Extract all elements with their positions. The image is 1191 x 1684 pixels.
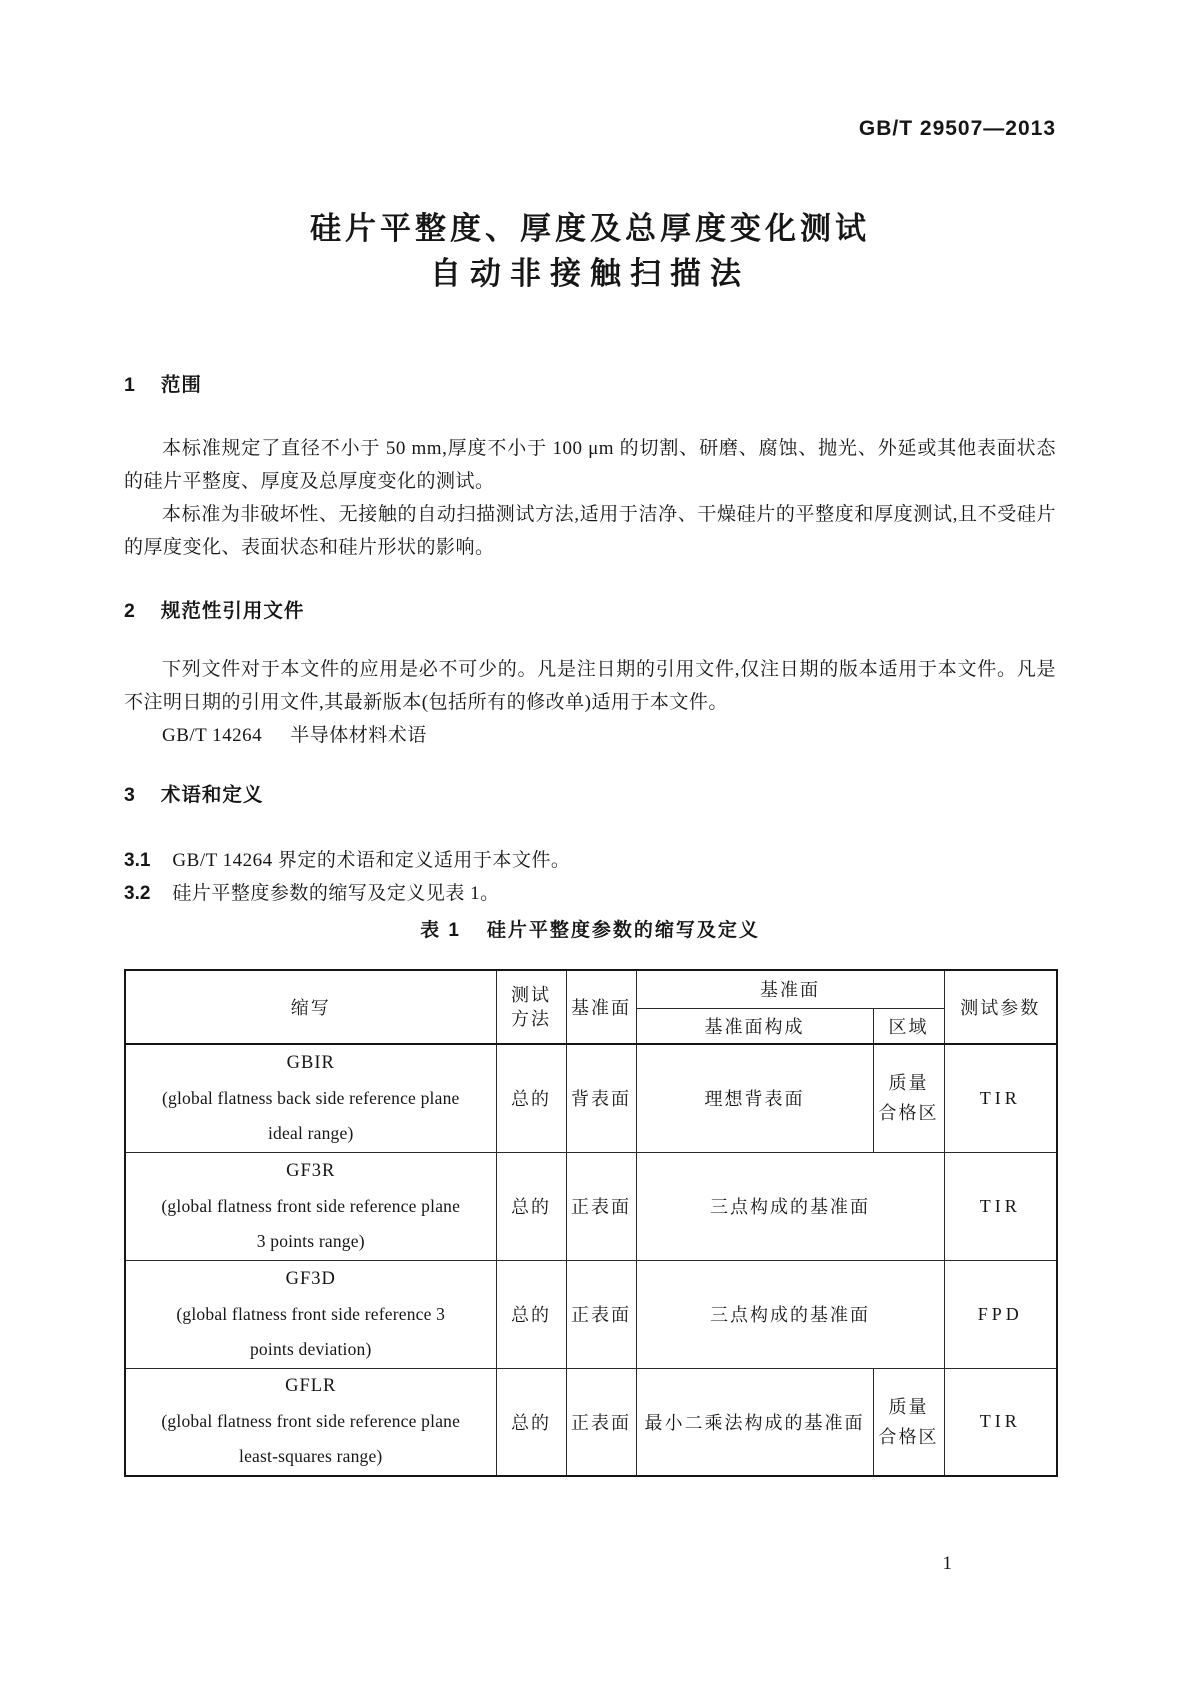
cell-abbreviation xyxy=(125,1044,496,1152)
abbreviation-description-line1: (global flatness back side reference plane xyxy=(162,1087,460,1108)
abbreviation-description-line1: (global flatness front side reference plane xyxy=(161,1411,461,1432)
clause-3-1-text: GB/T 14264 界定的术语和定义适用于本文件。 xyxy=(172,850,571,871)
abbreviation-description-line2: points deviation) xyxy=(249,1338,372,1359)
area-line1: 质量 xyxy=(888,1396,929,1417)
col-header-reference-plane: 基准面 xyxy=(566,970,636,1044)
cell-plane-composition: 理想背表面 xyxy=(636,1044,873,1152)
section-1-paragraph-1: 本标准规定了直径不小于 50 mm,厚度不小于 100 μm 的切割、研磨、腐蚀、抛光、外延或其他表面状态的硅片平整度、厚度及总厚度变化的测试。 xyxy=(124,438,1056,492)
normative-reference xyxy=(124,719,1056,752)
section-2-heading xyxy=(124,598,1056,624)
abbreviation-code: GF3D xyxy=(285,1268,336,1289)
cell-plane-composition-merged: 三点构成的基准面 xyxy=(636,1152,944,1260)
document-title xyxy=(124,206,1056,296)
section-1-title: 范围 xyxy=(160,374,202,396)
reference-title: 半导体材料术语 xyxy=(290,725,427,746)
section-1-heading xyxy=(124,372,1056,398)
cell-abbreviation xyxy=(125,1368,496,1476)
title-line-1: 硅片平整度、厚度及总厚度变化测试 xyxy=(310,211,870,246)
cell-abbreviation xyxy=(125,1152,496,1260)
abbreviation-description-line2: least-squares range) xyxy=(239,1446,383,1467)
section-1-number: 1 xyxy=(124,374,135,396)
section-2-title: 规范性引用文件 xyxy=(160,600,305,622)
abbreviation-description-line2: ideal range) xyxy=(268,1122,354,1143)
cell-test-method: 总的 xyxy=(496,1044,566,1152)
cell-plane-composition-merged: 三点构成的基准面 xyxy=(636,1260,944,1368)
section-2-number: 2 xyxy=(124,600,135,622)
table-1-caption-text: 硅片平整度参数的缩写及定义 xyxy=(486,920,760,941)
title-line-2: 自动非接触扫描法 xyxy=(430,256,750,291)
page-number: 1 xyxy=(942,1553,952,1574)
clause-3-2-text: 硅片平整度参数的缩写及定义见表 1。 xyxy=(172,883,500,904)
cell-test-parameter: TIR xyxy=(944,1152,1057,1260)
abbreviation-description-line1: (global flatness front side reference 3 xyxy=(176,1303,446,1324)
abbreviation-code: GF3R xyxy=(286,1160,336,1181)
table-1 xyxy=(124,969,1058,1477)
table-1-caption xyxy=(124,918,1056,944)
col-header-test-parameter: 测试参数 xyxy=(944,970,1057,1044)
table-1-header xyxy=(125,970,1057,1044)
section-1-paragraph-2: 本标准为非破坏性、无接触的自动扫描测试方法,适用于洁净、干燥硅片的平整度和厚度测试,且不受硅片的厚度变化、表面状态和硅片形状的影响。 xyxy=(124,504,1056,558)
clause-3-1 xyxy=(124,844,1056,877)
section-3-title: 术语和定义 xyxy=(160,784,264,806)
area-line1: 质量 xyxy=(888,1073,929,1094)
col-header-abbreviation: 缩写 xyxy=(125,970,496,1044)
cell-reference-plane: 背表面 xyxy=(566,1044,636,1152)
cell-test-method: 总的 xyxy=(496,1152,566,1260)
area-line2: 合格区 xyxy=(878,1103,939,1124)
abbreviation-description-line1: (global flatness front side reference plane xyxy=(161,1195,461,1216)
clause-3-1-number: 3.1 xyxy=(124,850,151,871)
col-header-test-method xyxy=(496,970,566,1044)
cell-test-method: 总的 xyxy=(496,1260,566,1368)
area-line2: 合格区 xyxy=(878,1426,939,1447)
col-header-reference-plane-group: 基准面 xyxy=(636,970,944,1008)
col-header-test-method-line1: 测试 xyxy=(511,985,551,1005)
abbreviation-code: GFLR xyxy=(285,1376,337,1397)
section-3-heading xyxy=(124,782,1056,808)
table-row-gbir xyxy=(125,1044,1057,1152)
cell-reference-plane: 正表面 xyxy=(566,1368,636,1476)
clause-3-2-number: 3.2 xyxy=(124,883,151,904)
page-content xyxy=(124,0,1056,1574)
section-2-paragraph-1: 下列文件对于本文件的应用是必不可少的。凡是注日期的引用文件,仅注日期的版本适用于本文件。凡是不注明日期的引用文件,其最新版本(包括所有的修改单)适用于本文件。 xyxy=(124,659,1056,713)
reference-code: GB/T 14264 xyxy=(162,725,263,746)
cell-test-parameter: TIR xyxy=(944,1044,1057,1152)
abbreviation-description-line2: 3 points range) xyxy=(256,1230,365,1251)
col-header-test-method-line2: 方法 xyxy=(511,1009,551,1029)
cell-area xyxy=(873,1368,944,1476)
clause-3-2 xyxy=(124,877,1056,910)
cell-test-method: 总的 xyxy=(496,1368,566,1476)
col-header-plane-composition: 基准面构成 xyxy=(636,1008,873,1044)
cell-reference-plane: 正表面 xyxy=(566,1260,636,1368)
cell-abbreviation xyxy=(125,1260,496,1368)
cell-test-parameter: FPD xyxy=(944,1260,1057,1368)
section-3-number: 3 xyxy=(124,784,135,806)
cell-area xyxy=(873,1044,944,1152)
table-1-caption-label: 表 1 xyxy=(420,920,461,941)
abbreviation-code: GBIR xyxy=(286,1052,335,1073)
cell-reference-plane: 正表面 xyxy=(566,1152,636,1260)
table-row-gflr xyxy=(125,1368,1057,1476)
cell-test-parameter: TIR xyxy=(944,1368,1057,1476)
cell-plane-composition: 最小二乘法构成的基准面 xyxy=(636,1368,873,1476)
table-row-gf3d xyxy=(125,1260,1057,1368)
table-row-gf3r xyxy=(125,1152,1057,1260)
col-header-area: 区域 xyxy=(873,1008,944,1044)
standard-code: GB/T 29507—2013 xyxy=(858,117,1056,140)
